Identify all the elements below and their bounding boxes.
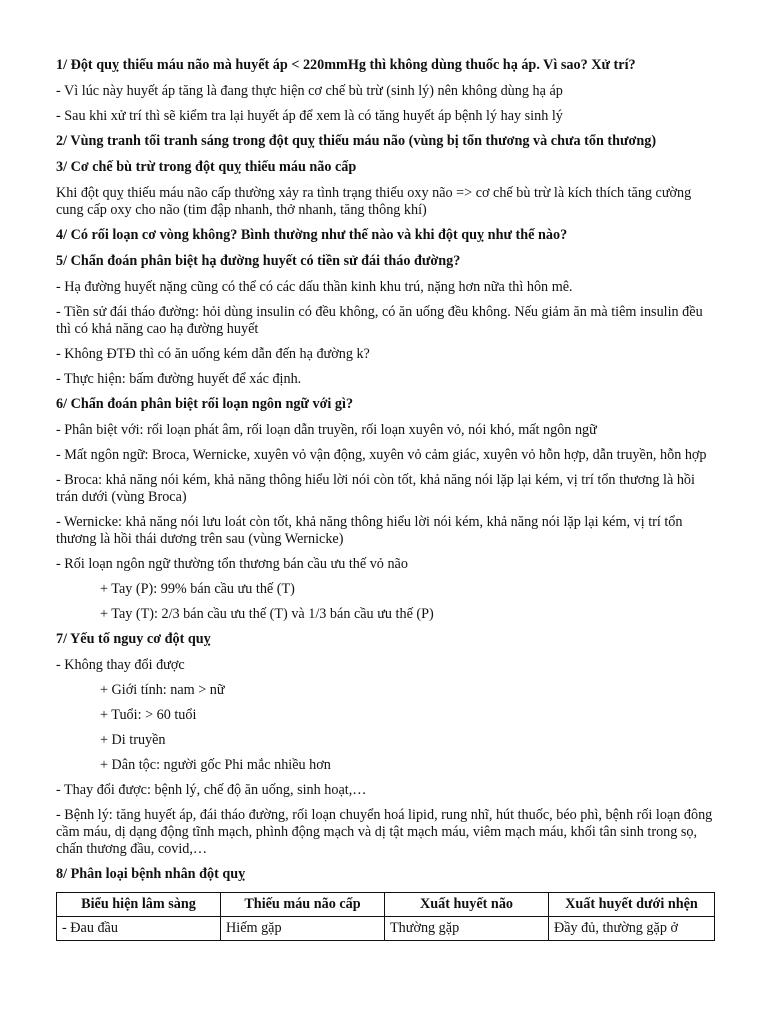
heading-q8: 8/ Phân loại bệnh nhân đột quỵ: [56, 866, 246, 882]
paragraph: - Sau khi xử trí thì sẽ kiểm tra lại huyết áp để xem là có tăng huyết áp bệnh lý hay sinh lý: [56, 108, 563, 124]
paragraph: - Hạ đường huyết nặng cũng có thể có các dấu thần kinh khu trú, nặng hơn nữa thì hôn mê.: [56, 279, 573, 295]
heading-q2: 2/ Vùng tranh tối tranh sáng trong đột quỵ thiếu máu não (vùng bị tổn thương và chưa tổn thương): [56, 133, 657, 149]
table-row: [57, 917, 715, 941]
table-cell: Đầy đủ, thường gặp ở: [549, 917, 715, 941]
paragraph: - Wernicke: khả năng nói lưu loát còn tốt, khả năng thông hiểu lời nói kém, khả năng nói lặp lại kém, vị trí tổn thương là hồi thái dương trên sau (vùng Wernicke): [56, 514, 683, 547]
sub-item: + Di truyền: [100, 732, 166, 748]
heading-q1: 1/ Đột quỵ thiếu máu não mà huyết áp < 220mmHg thì không dùng thuốc hạ áp. Vì sao? Xử trí?: [56, 57, 636, 73]
sub-item: + Tay (T): 2/3 bán cầu ưu thế (T) và 1/3 bán cầu ưu thế (P): [100, 606, 434, 622]
paragraph: Khi đột quỵ thiếu máu não cấp thường xảy ra tình trạng thiếu oxy não => cơ chế bù trừ là kích thích tăng cường cung cấp oxy cho não (tim đập nhanh, thở nhanh, tăng thông khí): [56, 185, 692, 218]
paragraph: - Bệnh lý: tăng huyết áp, đái tháo đường, rối loạn chuyển hoá lipid, rung nhĩ, hút thuốc, béo phì, bệnh rối loạn đông cầm máu, dị dạng động tĩnh mạch, phình động mạch và dị tật mạch máu, viêm mạch máu, khối tân sinh trong sọ, chấn thương đầu, covid,…: [56, 807, 713, 857]
table-cell: Hiếm gặp: [221, 917, 385, 941]
paragraph: - Không ĐTĐ thì có ăn uống kém dẫn đến hạ đường k?: [56, 346, 370, 362]
paragraph: - Thực hiện: bấm đường huyết để xác định.: [56, 371, 302, 387]
paragraph: - Thay đổi được: bệnh lý, chế độ ăn uống, sinh hoạt,…: [56, 782, 367, 798]
paragraph: - Mất ngôn ngữ: Broca, Wernicke, xuyên vỏ vận động, xuyên vỏ cảm giác, xuyên vỏ hỗn hợp, dẫn truyền, hỗn hợp: [56, 447, 707, 463]
sub-item: + Tuổi: > 60 tuổi: [100, 707, 197, 723]
paragraph: - Tiền sử đái tháo đường: hỏi dùng insulin có đều không, có ăn uống đều không. Nếu giảm ăn mà tiêm insulin đều thì có khả năng cao hạ đường huyết: [56, 304, 703, 337]
paragraph: - Phân biệt với: rối loạn phát âm, rối loạn dẫn truyền, rối loạn xuyên vỏ, nói khó, mất ngôn ngữ: [56, 422, 597, 438]
table-header-cell: Thiếu máu não cấp: [221, 893, 385, 917]
paragraph: - Rối loạn ngôn ngữ thường tổn thương bán cầu ưu thế vỏ não: [56, 556, 408, 572]
sub-item: + Dân tộc: người gốc Phi mắc nhiều hơn: [100, 757, 331, 773]
paragraph: - Không thay đổi được: [56, 657, 185, 673]
sub-item: + Tay (P): 99% bán cầu ưu thế (T): [100, 581, 295, 597]
sub-item: + Giới tính: nam > nữ: [100, 682, 225, 698]
table-cell: Thường gặp: [385, 917, 549, 941]
table-header-cell: Biểu hiện lâm sàng: [57, 893, 221, 917]
table-header-row: [57, 893, 715, 917]
stroke-classification-table: [56, 892, 715, 941]
heading-q6: 6/ Chẩn đoán phân biệt rối loạn ngôn ngữ với gì?: [56, 396, 354, 412]
table-header-cell: Xuất huyết não: [385, 893, 549, 917]
heading-q3: 3/ Cơ chế bù trừ trong đột quỵ thiếu máu não cấp: [56, 159, 357, 175]
document-page: [56, 57, 714, 941]
heading-q4: 4/ Có rối loạn cơ vòng không? Bình thường như thế nào và khi đột quỵ như thế nào?: [56, 227, 568, 243]
paragraph: - Broca: khả năng nói kém, khả năng thông hiểu lời nói còn tốt, khả năng nói lặp lại kém, vị trí tổn thương là hồi trán dưới (vùng Broca): [56, 472, 695, 505]
table-header-cell: Xuất huyết dưới nhện: [549, 893, 715, 917]
paragraph: - Vì lúc này huyết áp tăng là đang thực hiện cơ chế bù trừ (sinh lý) nên không dùng hạ áp: [56, 83, 563, 99]
table-cell: - Đau đầu: [57, 917, 221, 941]
heading-q7: 7/ Yếu tố nguy cơ đột quỵ: [56, 631, 211, 647]
heading-q5: 5/ Chẩn đoán phân biệt hạ đường huyết có tiền sử đái tháo đường?: [56, 253, 461, 269]
